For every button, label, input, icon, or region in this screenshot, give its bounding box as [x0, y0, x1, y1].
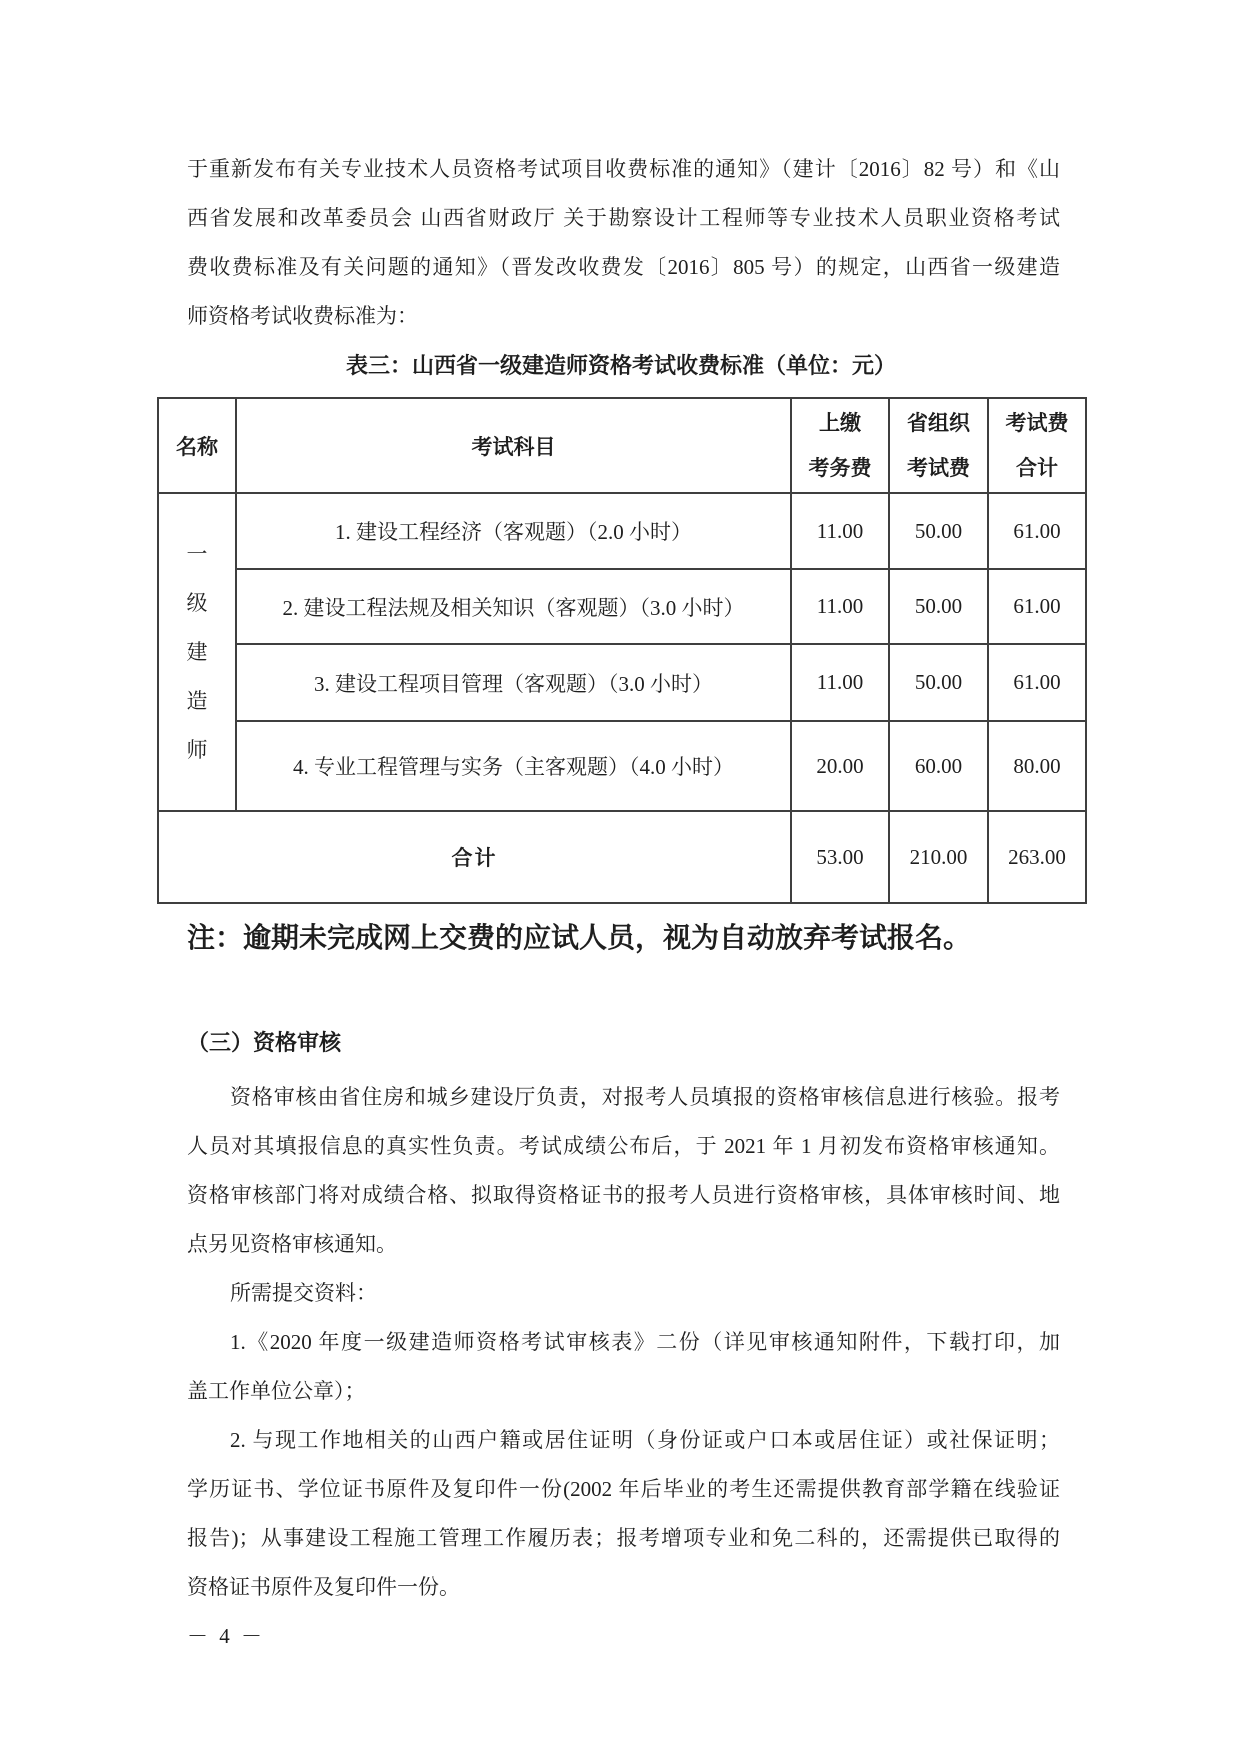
submit-fee-total-cell: 53.00	[791, 811, 889, 903]
fee-table-header-row	[158, 398, 1086, 493]
total-fee-cell: 61.00	[988, 569, 1086, 644]
total-fee-cell: 61.00	[988, 493, 1086, 569]
header-submit-fee	[791, 398, 889, 493]
body-line: 2. 与现工作地相关的山西户籍或居住证明（身份证或户口本或居住证）或社保证明；	[230, 1428, 1060, 1452]
province-fee-cell: 50.00	[889, 644, 988, 721]
intro-line: 费收费标准及有关问题的通知》（晋发改收费发〔2016〕805 号）的规定，山西省一级建造	[187, 255, 1060, 279]
body-line: 资格审核部门将对成绩合格、拟取得资格证书的报考人员进行资格审核，具体审核时间、地	[187, 1183, 1060, 1207]
intro-line: 西省发展和改革委员会 山西省财政厅 关于勘察设计工程师等专业技术人员职业资格考试	[187, 206, 1060, 230]
header-name: 名称	[158, 398, 236, 493]
name-char: 造	[186, 688, 208, 713]
header-total-fee-line2: 合计	[1016, 455, 1058, 480]
total-fee-cell: 80.00	[988, 721, 1086, 811]
header-province-fee-line2: 考试费	[907, 455, 970, 480]
name-char: 一	[186, 541, 208, 566]
body-line: 资格证书原件及复印件一份。	[187, 1575, 460, 1599]
table-row	[158, 644, 1086, 721]
fee-table-title: 表三：山西省一级建造师资格考试收费标准（单位：元）	[345, 353, 896, 378]
total-fee-total-cell: 263.00	[988, 811, 1086, 903]
intro-line: 于重新发布有关专业技术人员资格考试项目收费标准的通知》（建计〔2016〕82 号）和《山	[187, 157, 1060, 181]
section-heading-qualification-review: （三）资格审核	[187, 1030, 342, 1055]
intro-paragraph	[187, 0, 1060, 341]
province-fee-total-cell: 210.00	[889, 811, 988, 903]
subject-cell: 1. 建设工程经济（客观题）（2.0 小时）	[236, 493, 791, 569]
body-line: 人员对其填报信息的真实性负责。考试成绩公布后，于 2021 年 1 月初发布资格审核通知。	[187, 1134, 1060, 1158]
page-content	[176, 0, 1069, 1661]
header-submit-fee-line2: 考务费	[808, 455, 872, 480]
body-line: 1.《2020 年度一级建造师资格考试审核表》二份（详见审核通知附件，下载打印，加	[230, 1330, 1060, 1354]
name-vertical-label	[159, 541, 235, 762]
total-row-label: 合计	[158, 811, 791, 903]
header-subject: 考试科目	[236, 398, 791, 493]
subject-cell: 4. 专业工程管理与实务（主客观题）（4.0 小时）	[236, 721, 791, 811]
name-char: 级	[186, 590, 208, 615]
header-submit-fee-line1: 上缴	[819, 410, 861, 435]
submit-fee-cell: 11.00	[791, 644, 889, 721]
intro-line: 师资格考试收费标准为：	[187, 304, 418, 328]
name-column-cell	[158, 493, 236, 811]
submit-fee-cell: 20.00	[791, 721, 889, 811]
name-char: 师	[186, 737, 208, 762]
fee-table	[157, 397, 1087, 904]
table-row	[158, 721, 1086, 811]
table-total-row	[158, 811, 1086, 903]
materials-intro-line: 所需提交资料：	[230, 1281, 377, 1305]
body-line: 报告)；从事建设工程施工管理工作履历表；报考增项专业和免二科的，还需提供已取得的	[187, 1526, 1060, 1550]
province-fee-cell: 60.00	[889, 721, 988, 811]
body-line: 盖工作单位公章）；	[187, 1379, 366, 1403]
header-total-fee	[988, 398, 1086, 493]
header-total-fee-line1: 考试费	[1005, 410, 1069, 435]
page-number: － 4 －	[187, 1624, 265, 1648]
qualification-review-body	[187, 1073, 1060, 1612]
name-char: 建	[186, 639, 208, 664]
payment-deadline-note: 注：逾期未完成网上交费的应试人员，视为自动放弃考试报名。	[187, 923, 972, 954]
header-province-fee-line1: 省组织	[907, 410, 970, 435]
subject-cell: 2. 建设工程法规及相关知识（客观题）（3.0 小时）	[236, 569, 791, 644]
submit-fee-cell: 11.00	[791, 493, 889, 569]
total-fee-cell: 61.00	[988, 644, 1086, 721]
table-row	[158, 569, 1086, 644]
body-line: 点另见资格审核通知。	[187, 1232, 397, 1256]
body-line: 资格审核由省住房和城乡建设厅负责，对报考人员填报的资格审核信息进行核验。报考	[230, 1085, 1060, 1109]
subject-cell: 3. 建设工程项目管理（客观题）（3.0 小时）	[236, 644, 791, 721]
header-province-fee	[889, 398, 988, 493]
table-row	[158, 493, 1086, 569]
province-fee-cell: 50.00	[889, 569, 988, 644]
body-line: 学历证书、学位证书原件及复印件一份(2002 年后毕业的考生还需提供教育部学籍在线验证	[187, 1477, 1060, 1501]
submit-fee-cell: 11.00	[791, 569, 889, 644]
province-fee-cell: 50.00	[889, 493, 988, 569]
